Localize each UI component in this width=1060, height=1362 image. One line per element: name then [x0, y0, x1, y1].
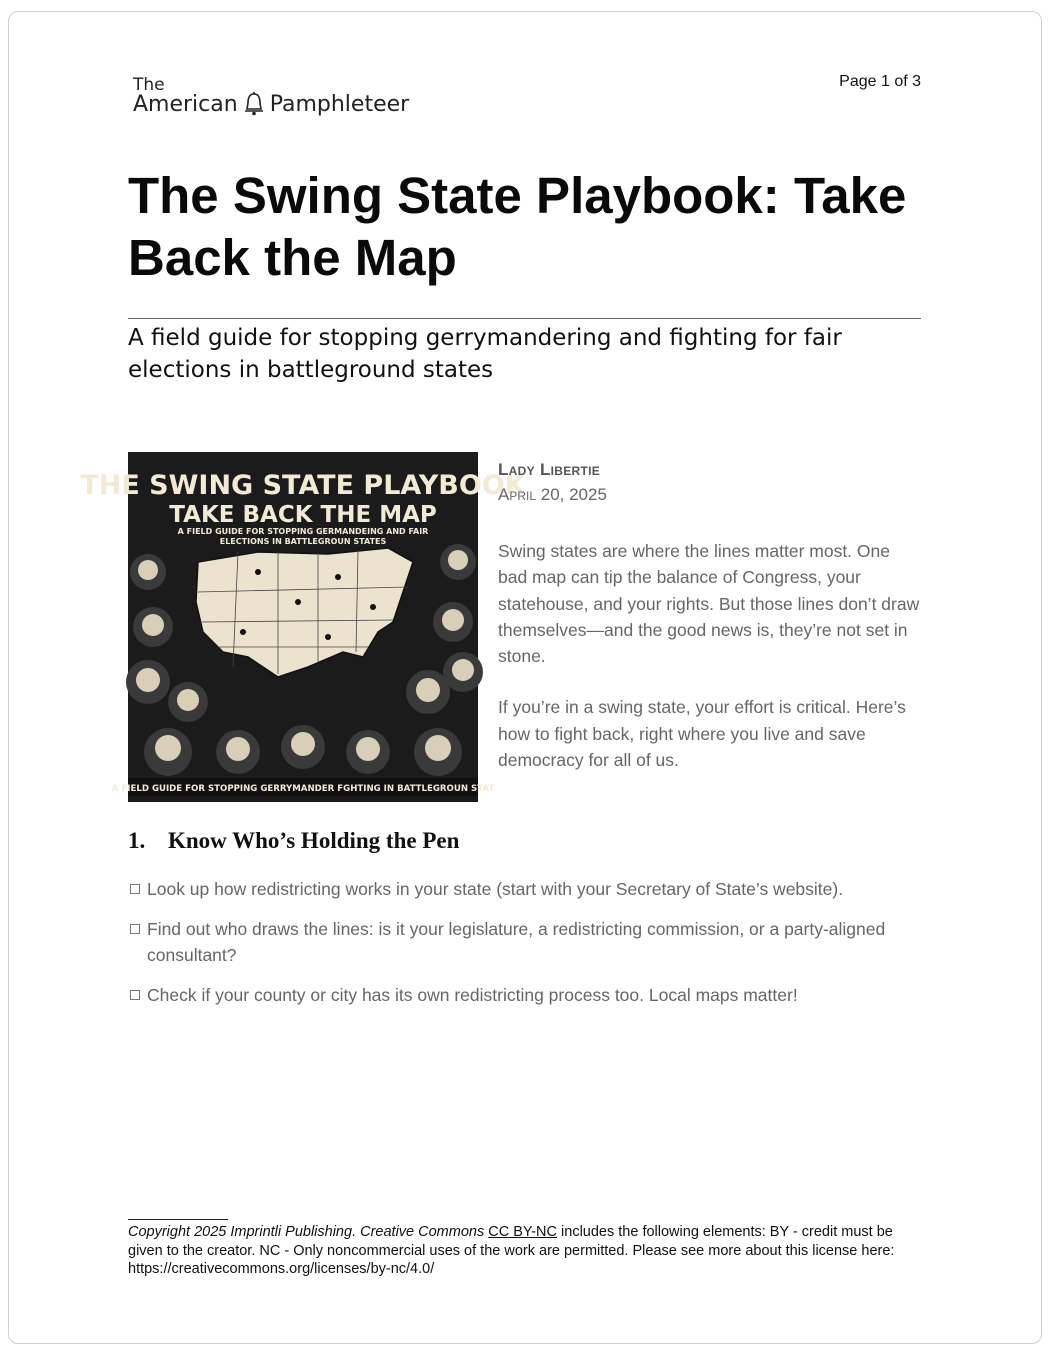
hero-image — [80, 452, 526, 802]
title-divider — [128, 318, 921, 319]
checklist-item-text: Check if your county or city has its own redistricting process too. Local maps matter! — [147, 985, 798, 1005]
license-link[interactable]: CC BY-NC — [488, 1224, 558, 1240]
article-subtitle: A field guide for stopping gerrymandering and fighting for fair elections in battleground states — [128, 325, 842, 383]
author-name[interactable]: Lady Libertie — [498, 460, 601, 479]
hero-subtitle-text: TAKE BACK THE MAP — [169, 502, 437, 528]
logo-small-text: The — [133, 75, 165, 95]
intro-paragraph: If you’re in a swing state, your effort is critical. Here’s how to fight back, right where you live and save democracy for all of us. — [498, 697, 906, 771]
copyright-text: Copyright 2025 Imprintli Publishing. Creative Commons — [128, 1224, 485, 1240]
hero-bottom-caption: A FIELD GUIDE FOR STOPPING GERRYMANDER FGHTING IN BATTLEGROUN STAT — [111, 784, 495, 794]
intro-paragraph: Swing states are where the lines matter most. One bad map can tip the balance of Congress, your statehouse, and your rights. But those lines don’t draw themselves—and the good news is, they’re not set in stone. — [498, 541, 920, 667]
hero-title-text: THE SWING STATE PLAYBOOK — [80, 470, 526, 501]
page-indicator: Page 1 of 3 — [839, 73, 921, 90]
logo-right-text: Pamphleteer — [269, 91, 410, 117]
section-heading-text: Know Who’s Holding the Pen — [168, 828, 460, 853]
checkbox-icon[interactable] — [130, 924, 140, 934]
publication-logo[interactable] — [133, 75, 410, 119]
checklist-item — [128, 982, 908, 1008]
checkbox-icon[interactable] — [130, 884, 140, 894]
byline — [498, 460, 928, 505]
checklist — [128, 876, 908, 1022]
logo-wordmark — [133, 91, 409, 117]
license-description: includes the following elements: BY - credit must be given to the creator. NC - Only noncommercial uses of the work are permitted. Please see more about this license here: https://creativecommons.org/licenses/by-nc/4.0/ — [128, 1224, 895, 1277]
checklist-item — [128, 876, 908, 902]
intro-text — [498, 538, 923, 773]
footnote-divider — [128, 1219, 228, 1220]
logo-left-text: American — [133, 91, 238, 117]
copyright-footer — [128, 1223, 923, 1279]
hero-caption-line-2: ELECTIONS IN BATTLEGROUN STATES — [219, 537, 387, 546]
article-title: The Swing State Playbook: Take Back the Map — [128, 167, 907, 286]
hero-caption-line-1: A FIELD GUIDE FOR STOPPING GERMANDEING AND FAIR — [177, 527, 429, 536]
checkbox-icon[interactable] — [130, 990, 140, 1000]
hero-illustration — [80, 452, 526, 802]
checklist-item — [128, 916, 908, 968]
checklist-item-text: Find out who draws the lines: is it your legislature, a redistricting commission, or a party-aligned consultant? — [147, 919, 886, 965]
checklist-item-text: Look up how redistricting works in your state (start with your Secretary of State’s website). — [147, 879, 844, 899]
bell-icon — [241, 91, 267, 117]
section-heading — [128, 828, 459, 854]
section-number: 1. — [128, 828, 146, 853]
publish-date: April 20, 2025 — [498, 485, 607, 504]
